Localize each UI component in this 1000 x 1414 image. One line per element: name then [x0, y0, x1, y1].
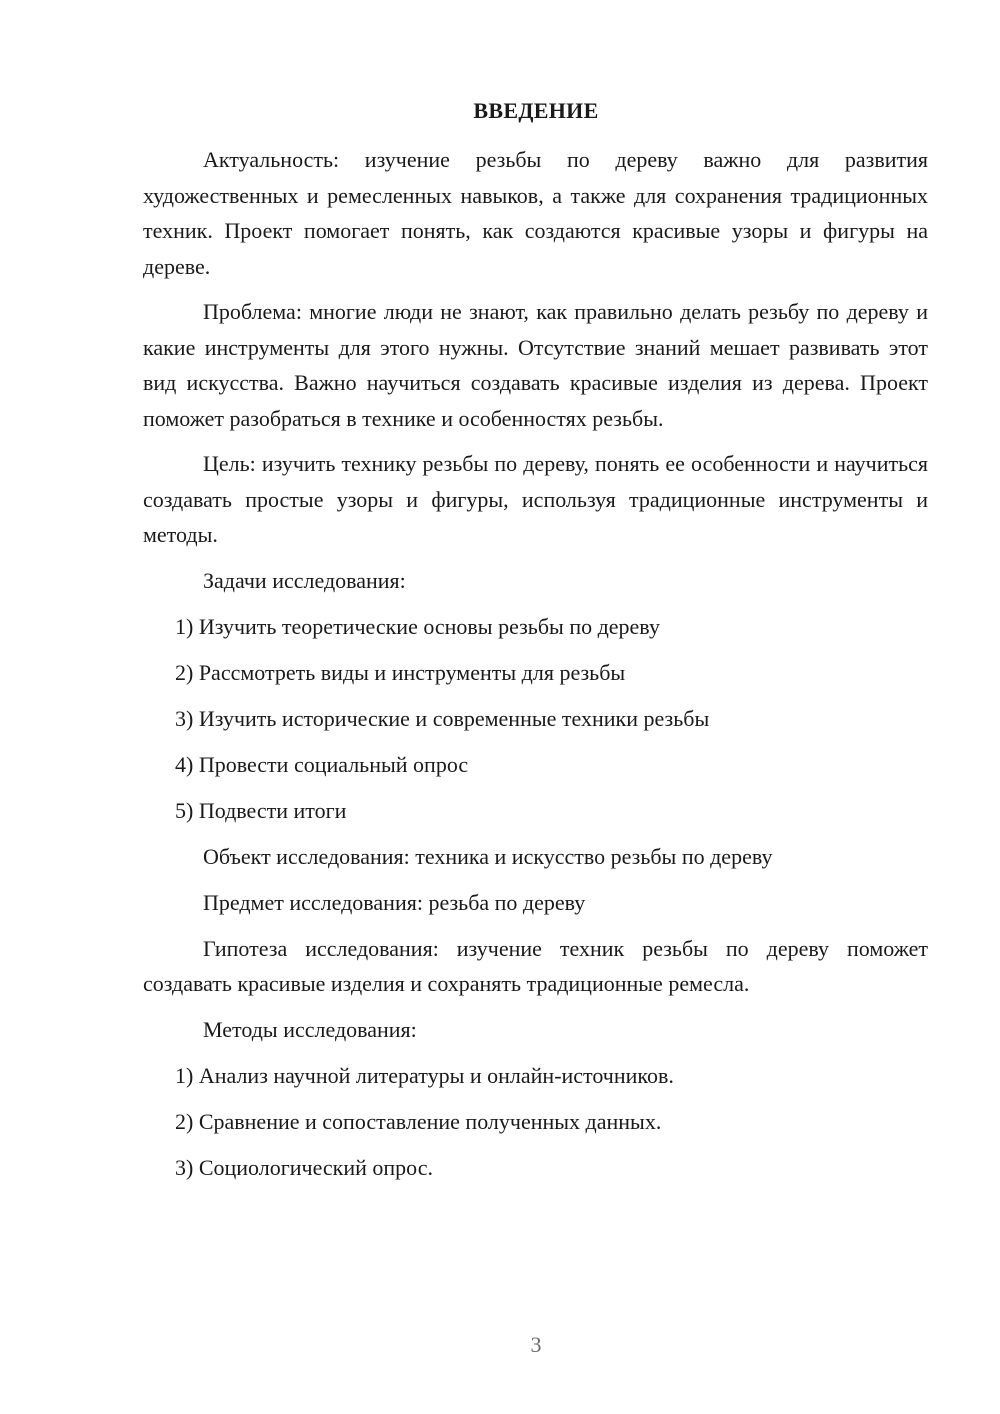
goal-paragraph: Цель: изучить технику резьбы по дереву, понять ее особенности и научиться создавать простые узоры и фигуры, используя традиционные инструменты и методы. [143, 451, 928, 547]
list-item: 4) Провести социальный опрос [175, 751, 469, 777]
tasks-heading: Задачи исследования: [203, 567, 406, 593]
methods-heading: Методы исследования: [203, 1016, 417, 1042]
list-item: 2) Рассмотреть виды и инструменты для резьбы [175, 659, 626, 685]
relevance-paragraph: Актуальность: изучение резьбы по дереву важно для развития художественных и ремесленных навыков, а также для сохранения традиционных техник. Проект помогает понять, как создаются красивые узоры и фигуры на дереве. [143, 147, 928, 279]
list-item: 1) Анализ научной литературы и онлайн-источников. [175, 1062, 674, 1088]
page-number: 3 [530, 1332, 542, 1357]
subject-paragraph: Предмет исследования: резьба по дереву [203, 889, 586, 915]
tasks-list [143, 609, 928, 829]
object-paragraph: Объект исследования: техника и искусство резьбы по дереву [203, 843, 773, 869]
list-item: 1) Изучить теоретические основы резьбы по дереву [175, 613, 660, 639]
page-title: ВВЕДЕНИЕ [473, 98, 599, 123]
document-body [143, 142, 928, 1196]
list-item: 5) Подвести итоги [175, 797, 347, 823]
list-item: 3) Социологический опрос. [175, 1154, 433, 1180]
list-item: 3) Изучить исторические и современные техники резьбы [175, 705, 710, 731]
methods-list [143, 1058, 928, 1186]
list-item: 2) Сравнение и сопоставление полученных данных. [175, 1108, 662, 1134]
problem-paragraph: Проблема: многие люди не знают, как правильно делать резьбу по дереву и какие инструменты для этого нужны. Отсутствие знаний мешает развивать этот вид искусства. Важно научиться создавать красивые изделия из дерева. Проект поможет разобраться в технике и особенностях резьбы. [143, 299, 928, 431]
hypothesis-paragraph: Гипотеза исследования: изучение техник резьбы по дереву поможет создавать красивые изделия и сохранять традиционные ремесла. [143, 935, 928, 996]
